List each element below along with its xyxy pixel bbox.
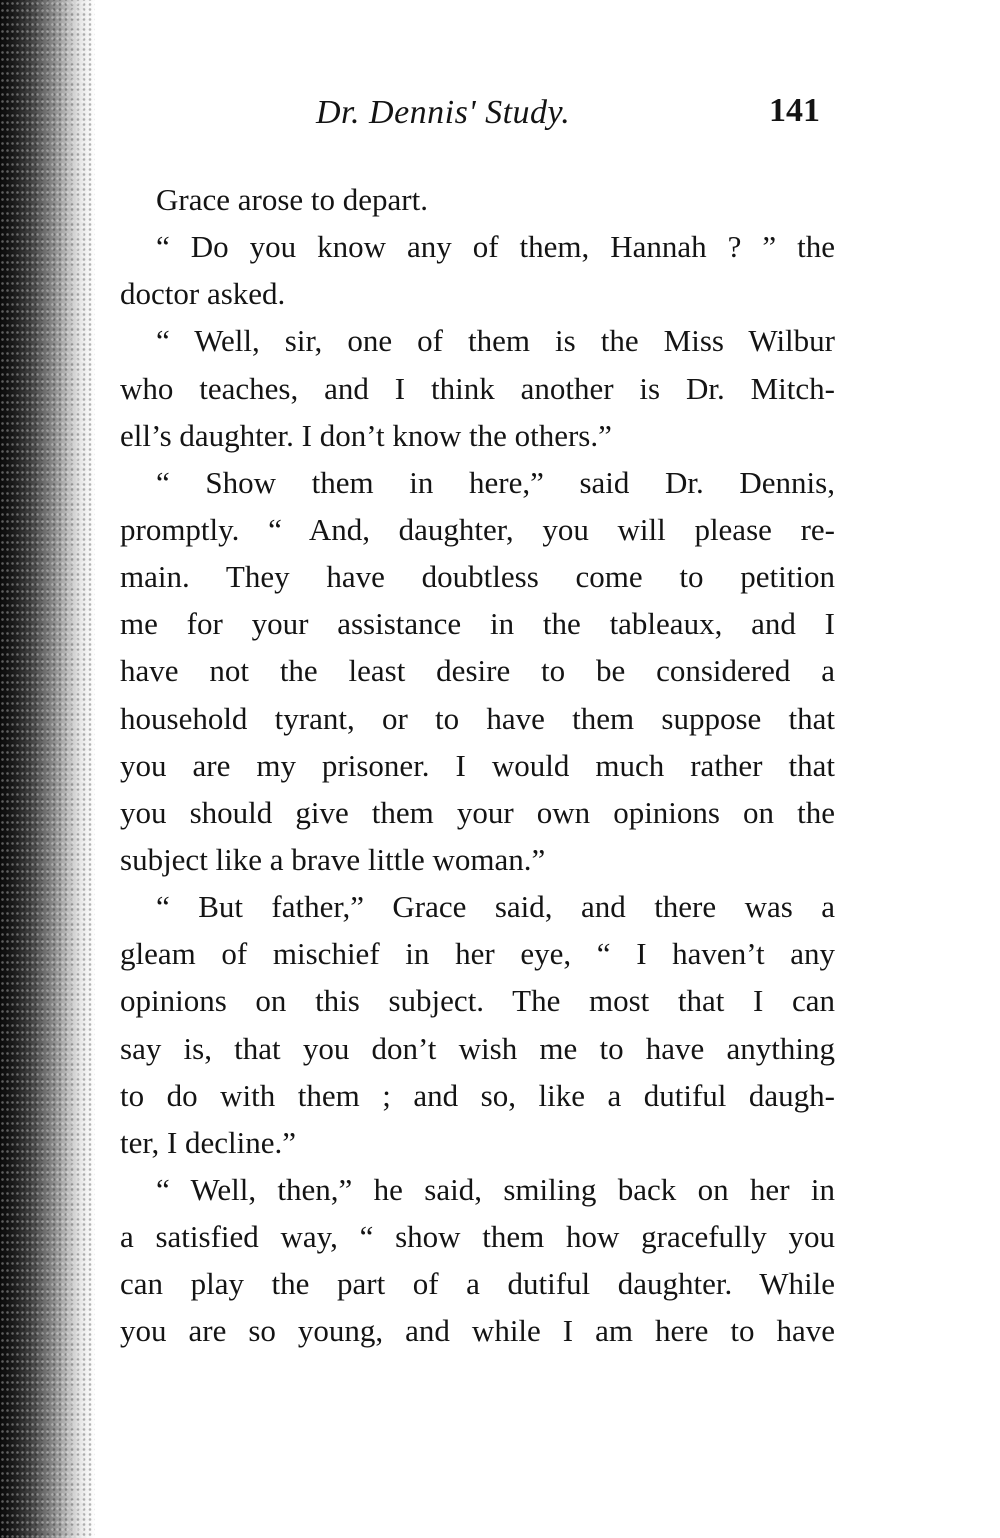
text-line: me for your assistance in the tableaux, and I — [120, 606, 835, 642]
running-title: Dr. Dennis' Study. — [316, 94, 571, 131]
text-line: you are my prisoner. I would much rather that — [120, 747, 835, 783]
binding-speckle — [0, 0, 95, 1538]
text-line: ell’s daughter. I don’t know the others.” — [120, 417, 612, 453]
text-line: a satisfied way, “ show them how gracefully you — [120, 1219, 835, 1255]
text-line: ter, I decline.” — [120, 1124, 297, 1160]
text-line: subject like a brave little woman.” — [120, 841, 546, 877]
text-line: have not the least desire to be considered a — [120, 653, 835, 689]
text-line: household tyrant, or to have them suppose that — [120, 700, 835, 736]
text-line: you are so young, and while I am here to have — [120, 1313, 835, 1349]
text-line: doctor asked. — [120, 276, 286, 312]
text-line: main. They have doubtless come to petition — [120, 559, 835, 595]
text-line: who teaches, and I think another is Dr. Mitch- — [120, 370, 835, 406]
page-number: 141 — [769, 92, 820, 129]
text-line: opinions on this subject. The most that I can — [120, 983, 835, 1019]
text-line: you should give them your own opinions on the — [120, 794, 835, 830]
text-line: Grace arose to depart. — [156, 182, 428, 217]
text-line: gleam of mischief in her eye, “ I haven’t any — [120, 936, 835, 972]
text-line: “ But father,” Grace said, and there was a — [156, 889, 835, 925]
text-block — [120, 176, 835, 1355]
text-line: “ Show them in here,” said Dr. Dennis, — [156, 464, 835, 500]
text-line: “ Do you know any of them, Hannah ? ” the — [156, 229, 835, 265]
running-head — [120, 88, 820, 138]
text-line: can play the part of a dutiful daughter. While — [120, 1266, 835, 1302]
text-line: say is, that you don’t wish me to have anything — [120, 1030, 835, 1066]
text-line: “ Well, sir, one of them is the Miss Wilbur — [156, 323, 835, 359]
text-line: promptly. “ And, daughter, you will please re- — [120, 511, 835, 547]
text-line: to do with them ; and so, like a dutiful daugh- — [120, 1077, 835, 1113]
text-line: “ Well, then,” he said, smiling back on her in — [156, 1171, 835, 1207]
